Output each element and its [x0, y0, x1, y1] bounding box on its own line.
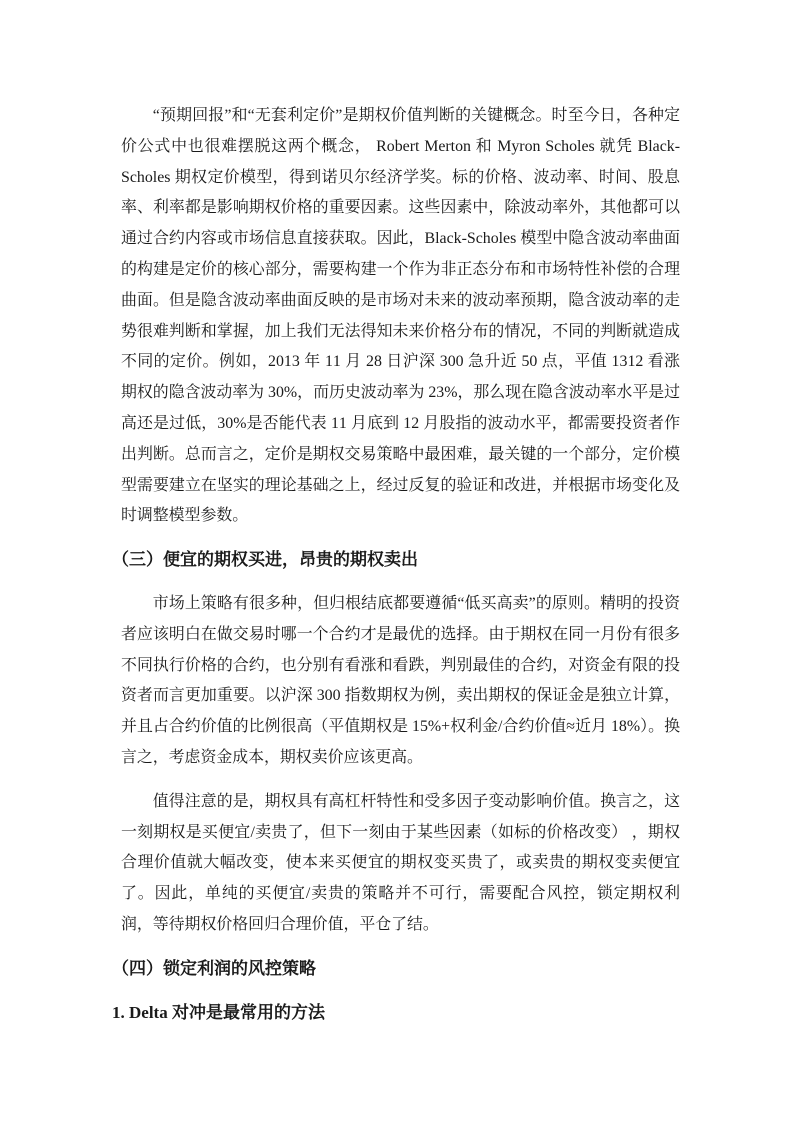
heading-section-4-risk-control: （四）锁定利润的风控策略 [112, 958, 316, 978]
paragraph-strategy-low-buy-high-sell: 市场上策略有很多种，但归根结底都要遵循“低买高卖”的原则。精明的投资者应该明白在做交易时哪一个合约才是最优的选择。由于期权在同一月份有很多不同执行价格的合约，也分别有看涨和看跌，判别最佳的合约，对资金有限的投资者而言更加重要。以沪深 300 指数期权为例，卖出期权的保证金是独立计算，并且占合约价值的比例很高（平值期权是 15%+权利金/合约价值≈近月 18%）。换言之，考虑资金成本，期权卖价应该更高。 [121, 594, 680, 766]
heading-delta-hedging: 1. Delta 对冲是最常用的方法 [112, 1002, 325, 1022]
paragraph-pricing-concepts: “预期回报”和“无套利定价”是期权价值判断的关键概念。时至今日，各种定价公式中也很难摆脱这两个概念， Robert Merton 和 Myron Scholes 就凭 Black-Scholes 期权定价模型，得到诺贝尔经济学奖。标的价格、波动率、时间、股息率、利率都是影响期权价格的重要因素。这些因素中，除波动率外，其他都可以通过合约内容或市场信息直接获取。因此，Black-Scholes 模型中隐含波动率曲面的构建是定价的核心部分，需要构建一个作为非正态分布和市场特性补偿的合理曲面。但是隐含波动率曲面反映的是市场对未来的波动率预期，隐含波动率的走势很难判断和掌握，加上我们无法得知未来价格分布的情况，不同的判断就造成不同的定价。例如，2013 年 11 月 28 日沪深 300 急升近 50 点，平值 1312 看涨期权的隐含波动率为 30%，而历史波动率为 23%，那么现在隐含波动率水平是过高还是过低，30%是否能代表 11 月底到 12 月股指的波动水平，都需要投资者作出判断。总而言之，定价是期权交易策略中最困难，最关键的一个部分，定价模型需要建立在坚实的理论基础之上，经过反复的验证和改进，并根据市场变化及时调整模型参数。 [121, 107, 680, 525]
heading-section-3-cheap-buy-expensive-sell: （三）便宜的期权买进，昂贵的期权卖出 [112, 550, 418, 570]
paragraph-leverage-risk-note: 值得注意的是，期权具有高杠杆特性和受多因子变动影响价值。换言之，这一刻期权是买便宜/卖贵了，但下一刻由于某些因素（如标的价格改变） ，期权合理价值就大幅改变，使本来买便宜的期权变买贵了，或卖贵的期权变卖便宜了。因此，单纯的买便宜/卖贵的策略并不可行，需要配合风控，锁定期权利润，等待期权价格回归合理价值，平仓了结。 [121, 792, 680, 933]
